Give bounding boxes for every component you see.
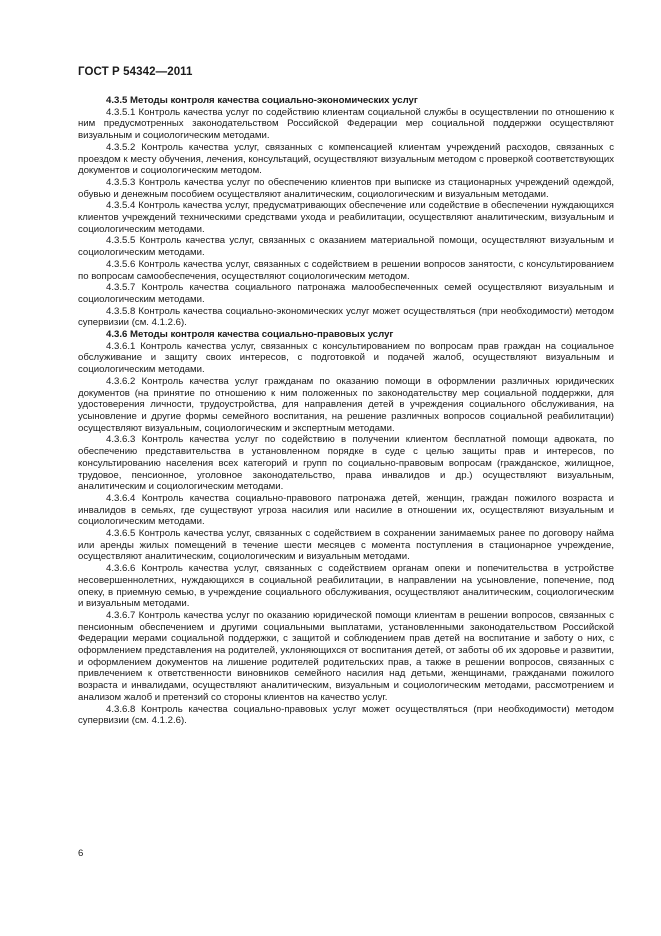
paragraph: 4.3.5.7 Контроль качества социального патронажа малообеспеченных семей осуществляют визуальным и социологическим методами. — [78, 282, 614, 305]
document-header: ГОСТ Р 54342—2011 — [78, 66, 193, 78]
paragraph: 4.3.5.3 Контроль качества услуг по обеспечению клиентов при выписке из стационарных учреждений одеждой, обувью и денежным пособием осуществляют аналитическим, социологическим и визуальным методами. — [78, 176, 614, 200]
paragraph: 4.3.5.2 Контроль качества услуг, связанных с компенсацией клиентам учреждений расходов, связанных с проездом к месту обучения, лечения, консультаций, осуществляют визуальным методом с проверкой соответствующих документов и социологическим методом. — [78, 141, 614, 177]
section-heading: 4.3.5 Методы контроля качества социально-экономических услуг — [106, 95, 418, 106]
paragraph: 4.3.6.2 Контроль качества услуг гражданам по оказанию помощи в оформлении различных юридических документов (на принятие по отношению к ним положенных по законодательству мер социальной поддержки, для удостоверения личности, трудоустройства, для направления детей в учреждения социального обслуживания, на усыновление и другие формы семейного воспитания, на решение различных вопросов социальной реабилитации) осуществляют визуальным, социологическим и экспертным методами. — [78, 375, 614, 434]
paragraph: 4.3.6.7 Контроль качества услуг по оказанию юридической помощи клиентам в решении вопросов, связанных с пенсионным обеспечением и другими социальными выплатами, установленными законодательством Российской Федерации мерами социальной поддержки, с защитой и соблюдением прав детей на воспитание и заботу о них, с оформлением представления на родителей, уклоняющихся от воспитания детей, от заботы об их здоровье и развитии, и оформлением документов на лишение родителей родительских прав, а также в решении вопросов, связанных с привлечением к ответственности виновников семейного насилия над детьми, женщинами, гражданами пожилого возраста и инвалидами, осуществляют аналитическим, визуальным и социологическим методами, рассмотрением и анализом жалоб и претензий со стороны клиентов на качество услуг. — [78, 609, 614, 703]
paragraph: 4.3.5.5 Контроль качества услуг, связанных с оказанием материальной помощи, осуществляют визуальным и социологическим методами. — [78, 235, 614, 259]
paragraph: 4.3.6.4 Контроль качества социально-правового патронажа детей, женщин, граждан пожилого возраста и инвалидов в семьях, где существуют угроза насилия или насилие в отношении их, осуществляют визуальным и социологическим методами. — [78, 492, 614, 528]
paragraph: 4.3.5.1 Контроль качества услуг по содействию клиентам социальной службы в осуществлении по отношению к ним предусмотренных законодательством Российской Федерации мер социальной поддержки осуществляют визуальным и социологическим методами. — [78, 106, 614, 142]
paragraph: 4.3.5.8 Контроль качества социально-экономических услуг может осуществляться (при необходимости) методом супервизии (см. 4.1.2.6). — [78, 305, 614, 329]
paragraph: 4.3.6.8 Контроль качества социально-правовых услуг может осуществляться (при необходимости) методом супервизии (см. 4.1.2.6). — [78, 703, 614, 727]
page-number: 6 — [78, 848, 84, 859]
paragraph: 4.3.6.6 Контроль качества услуг, связанных с содействием органам опеки и попечительства в устройстве несовершеннолетних, нуждающихся в социальной реабилитации, в направлении на усыновление, попечение, под опеку, в приемную семью, в учреждение социального обслуживания, осуществляют аналитическим, социологическим и визуальным методами. — [78, 563, 614, 610]
paragraph: 4.3.5.6 Контроль качества услуг, связанных с содействием в решении вопросов занятости, с консультированием по вопросам самообеспечения, осуществляют социологическим методом. — [78, 258, 614, 282]
document-body — [78, 95, 614, 727]
paragraph: 4.3.6.1 Контроль качества услуг, связанных с консультированием по вопросам прав граждан на социальное обслуживание и защиту своих интересов, с подготовкой и подачей жалоб, осуществляют визуальным и социологическим методами. — [78, 340, 614, 376]
paragraph: 4.3.5.4 Контроль качества услуг, предусматривающих обеспечение или содействие в обеспечении нуждающихся клиентов учреждений техническими средствами ухода и реабилитации, осуществляют аналитическим, визуальным и социологическим методами. — [78, 200, 614, 235]
paragraph: 4.3.6.3 Контроль качества услуг по содействию в получении клиентом бесплатной помощи адвоката, по обеспечению представительства в установленном порядке в суде с целью защиты прав и интересов, по консультированию населения всех категорий и групп по социально-правовым вопросам (гражданское, жилищное, трудовое, пенсионное, уголовное законодательство, права инвалидов и др.) осуществляют визуальным, аналитическим и социологическим методами. — [78, 434, 614, 493]
section-heading: 4.3.6 Методы контроля качества социально-правовых услуг — [106, 329, 394, 341]
paragraph: 4.3.6.5 Контроль качества услуг, связанных с содействием в сохранении занимаемых ранее по договору найма или аренды жилых помещений в течение шести месяцев с момента поступления в стационарное учреждение, осуществляют аналитическим, социологическим и визуальным методами. — [78, 528, 614, 563]
